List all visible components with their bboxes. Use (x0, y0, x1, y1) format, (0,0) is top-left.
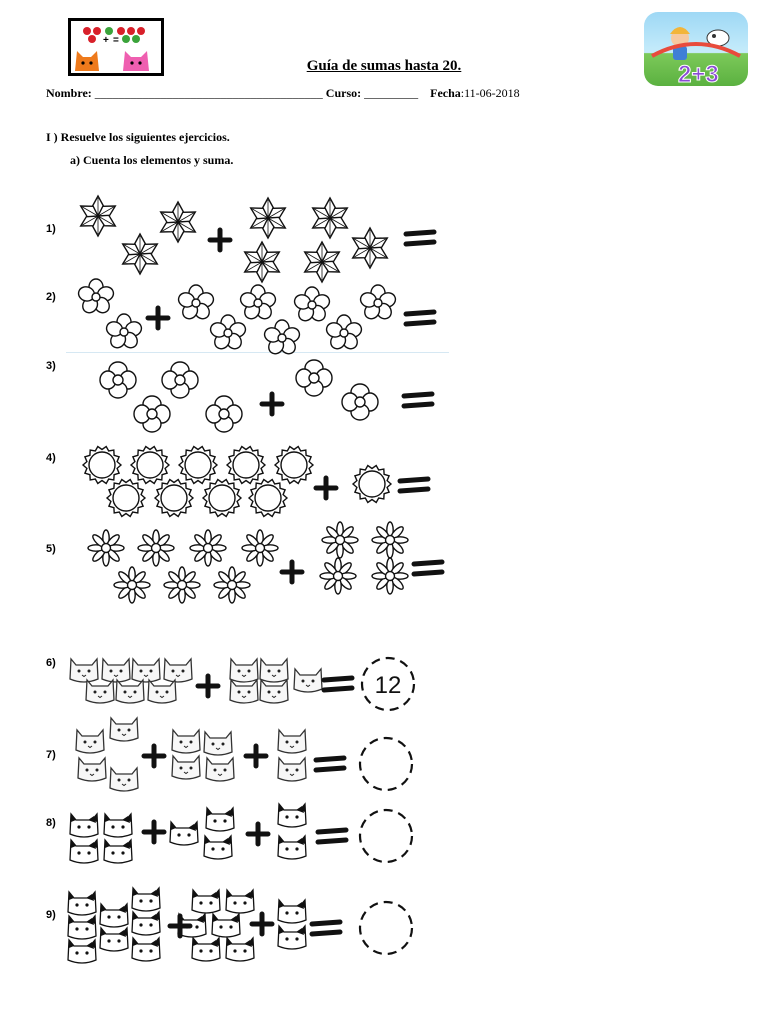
flower-icon (77, 279, 116, 316)
cat-icon (278, 804, 306, 827)
flower-icon (322, 522, 358, 558)
flower-icon (320, 558, 356, 594)
cat-icon (116, 680, 144, 703)
cat-icon (86, 680, 114, 703)
cat-icon (206, 758, 234, 781)
fecha-label: Fecha (430, 86, 461, 100)
exercise-number: 2) (46, 291, 56, 303)
plus-sign (210, 230, 230, 250)
flower-icon (179, 447, 217, 484)
cat-icon (164, 659, 192, 682)
answer-circle (362, 658, 414, 710)
flower-icon (100, 362, 136, 398)
flower-icon (372, 522, 408, 558)
flower-icon (162, 362, 198, 398)
cat-icon (132, 888, 160, 911)
exercise-number: 1) (46, 223, 56, 235)
cat-icon (192, 890, 220, 913)
flower-icon (83, 447, 121, 484)
equals-sign (404, 394, 432, 406)
cat-icon (278, 730, 306, 753)
flower-icon (203, 480, 241, 517)
cat-icon (204, 732, 232, 755)
answer-circle (360, 810, 412, 862)
cat-icon (100, 904, 128, 927)
cat-icon (278, 836, 306, 859)
flower-icon (209, 315, 248, 352)
curso-blank: _________ (364, 86, 419, 100)
cat-icon (132, 938, 160, 961)
cat-icon (192, 938, 220, 961)
exercise-number: 8) (46, 817, 56, 829)
curso-label: Curso: (325, 86, 362, 100)
fecha-value: :11-06-2018 (460, 86, 520, 100)
flower-icon (372, 558, 408, 594)
cat-icon (68, 940, 96, 963)
equals-sign (324, 678, 352, 690)
equals-sign (414, 562, 442, 574)
plus-sign (246, 746, 266, 766)
flower-icon (293, 287, 332, 324)
flower-icon (263, 320, 302, 357)
exercise-number: 6) (46, 657, 56, 669)
flower-icon (242, 242, 283, 282)
cat-icon (132, 659, 160, 682)
page-title: Guía de sumas hasta 20. (306, 58, 462, 74)
cat-icon (110, 718, 138, 741)
plus-sign (252, 914, 272, 934)
flower-icon (206, 396, 242, 432)
cat-icon (278, 758, 306, 781)
equals-sign (312, 922, 340, 934)
flower-icon (155, 480, 193, 517)
flower-icon (325, 315, 364, 352)
cat-icon (132, 912, 160, 935)
plus-sign (262, 394, 282, 414)
cat-icon (278, 900, 306, 923)
section-heading: I ) Resuelve los siguientes ejercicios. (46, 130, 230, 144)
equals-sign (406, 312, 434, 324)
cat-icon (104, 840, 132, 863)
plus-sign (148, 308, 168, 328)
logo-sum-text: 2+3 (678, 61, 719, 86)
flower-icon (138, 530, 174, 566)
cat-icon (70, 840, 98, 863)
equals-sign (316, 758, 344, 770)
flower-icon (214, 567, 250, 603)
cat-icon (172, 756, 200, 779)
plus-sign (198, 676, 218, 696)
cat-icon (78, 758, 106, 781)
flower-icon (131, 447, 169, 484)
flower-icon (359, 285, 398, 322)
flower-icon (227, 447, 265, 484)
plus-sign (144, 746, 164, 766)
cat-icon (110, 768, 138, 791)
cat-icon (104, 814, 132, 837)
cat-icon (170, 822, 198, 845)
exercise-number: 4) (46, 452, 56, 464)
nombre-label: Nombre: (46, 86, 92, 100)
exercise-number: 5) (46, 543, 56, 555)
cat-icon (102, 659, 130, 682)
cat-icon (226, 890, 254, 913)
equals-sign (406, 232, 434, 244)
cat-icon (68, 892, 96, 915)
cat-icon (68, 916, 96, 939)
flower-icon (158, 202, 199, 242)
plus-sign (144, 822, 164, 842)
flower-icon (114, 567, 150, 603)
flower-icon (134, 396, 170, 432)
exercise-number: 3) (46, 360, 56, 372)
cat-icon (212, 914, 240, 937)
answer-circle (360, 738, 412, 790)
flower-icon (177, 285, 216, 322)
flower-icon (275, 447, 313, 484)
subsection-heading: a) Cuenta los elementos y suma. (70, 153, 234, 167)
flower-icon (88, 530, 124, 566)
cat-icon (226, 938, 254, 961)
exercise-number: 7) (46, 749, 56, 761)
cat-icon (230, 659, 258, 682)
flower-icon (120, 234, 161, 274)
plus-sign (248, 824, 268, 844)
flower-icon (350, 228, 391, 268)
answer-circle (360, 902, 412, 954)
plus-sign (316, 478, 336, 498)
flower-icon (78, 196, 119, 236)
flower-icon (249, 480, 287, 517)
cat-icon (204, 836, 232, 859)
cat-icon (206, 808, 234, 831)
cat-icon (148, 680, 176, 703)
nombre-blank: ______________________________________ (94, 86, 323, 100)
cat-icon (70, 659, 98, 682)
cat-icon (76, 730, 104, 753)
flower-icon (190, 530, 226, 566)
equals-sign (400, 479, 428, 491)
answer-value: 12 (374, 672, 402, 699)
flower-icon (310, 198, 351, 238)
flower-icon (296, 360, 332, 396)
cat-icon (172, 730, 200, 753)
flower-icon (164, 567, 200, 603)
flower-icon (248, 198, 289, 238)
flower-icon (302, 242, 343, 282)
cat-icon (70, 814, 98, 837)
cat-icon (100, 928, 128, 951)
flower-icon (353, 466, 391, 503)
plus-sign (282, 562, 302, 582)
flower-icon (242, 530, 278, 566)
flower-icon (239, 285, 278, 322)
flower-icon (342, 384, 378, 420)
cat-icon (230, 680, 258, 703)
flower-icon (107, 480, 145, 517)
cat-icon (278, 926, 306, 949)
cat-icon (260, 680, 288, 703)
cat-icon (260, 659, 288, 682)
equals-sign (318, 830, 346, 842)
svg-text:+: + (103, 35, 109, 46)
flower-icon (105, 314, 144, 351)
svg-text:=: = (113, 35, 119, 46)
exercise-number: 9) (46, 909, 56, 921)
cat-icon (294, 669, 322, 692)
